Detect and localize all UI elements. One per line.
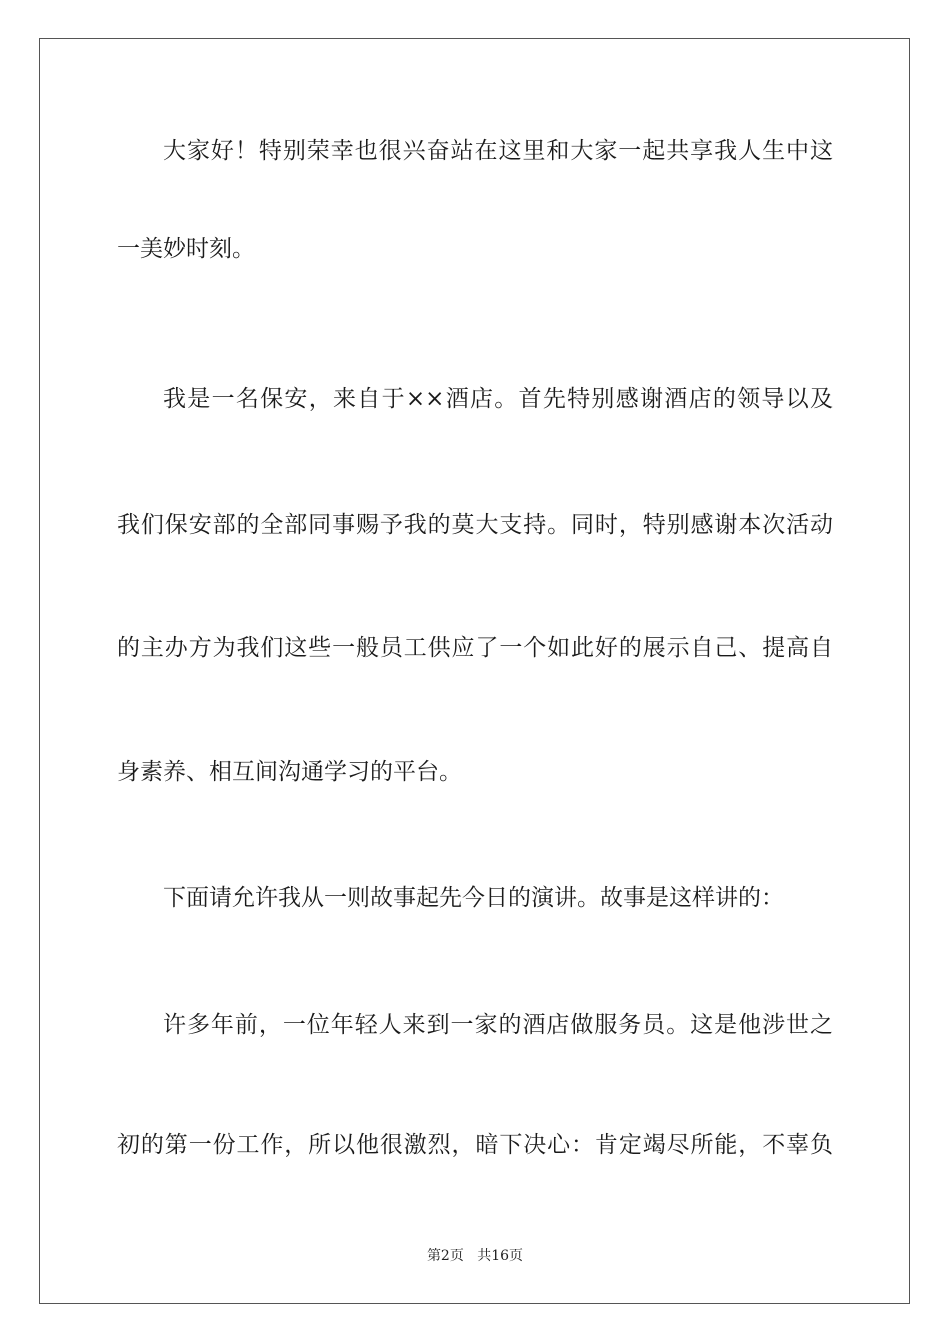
paragraph-2-line-2: 我们保安部的全部同事赐予我的莫大支持。同时，特别感谢本次活动 [117, 512, 833, 538]
paragraph-2-line-4: 身素养、相互间沟通学习的平台。 [117, 759, 462, 785]
paragraph-2-line-3: 的主办方为我们这些一般员工供应了一个如此好的展示自己、提高自 [117, 635, 833, 661]
paragraph-2-line-1: 我是一名保安，来自于××酒店。首先特别感谢酒店的领导以及 [163, 386, 833, 412]
paragraph-3-line-1: 下面请允许我从一则故事起先今日的演讲。故事是这样讲的： [163, 885, 784, 911]
paragraph-1-line-1: 大家好！特别荣幸也很兴奋站在这里和大家一起共享我人生中这 [163, 138, 833, 164]
paragraph-4-line-1: 许多年前，一位年轻人来到一家的酒店做服务员。这是他涉世之 [163, 1012, 833, 1038]
paragraph-1-line-2: 一美妙时刻。 [117, 236, 255, 262]
page-total: 共16页 [477, 1248, 524, 1264]
page-footer [0, 1247, 950, 1265]
page-border [39, 38, 910, 1304]
paragraph-4-line-2: 初的第一份工作，所以他很激烈，暗下决心：肯定竭尽所能，不辜负 [117, 1132, 833, 1158]
page-number: 第2页 [426, 1248, 464, 1264]
